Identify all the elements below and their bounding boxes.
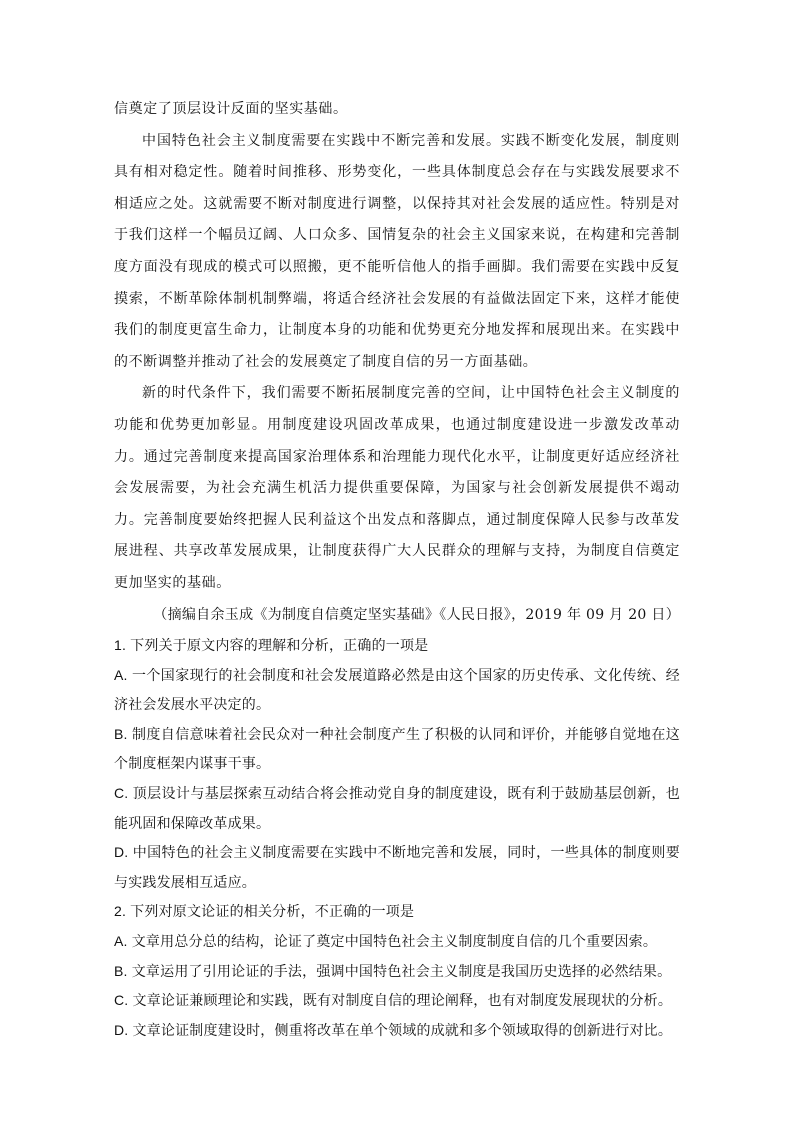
option-d: D. 中国特色的社会主义制度需要在实践中不断地完善和发展，同时，一些具体的制度则要与实践发展相互适应。: [114, 844, 680, 890]
passage-paragraph-0: 信奠定了顶层设计反面的坚实基础。: [114, 101, 348, 117]
option-d: D. 文章论证制度建设时，侧重将改革在单个领域的成就和多个领域取得的创新进行对比。: [114, 1021, 673, 1038]
question-1: [114, 631, 680, 897]
option-b: B. 制度自信意味着社会民众对一种社会制度产生了积极的认同和评价，并能够自觉地在这个制度框架内谋事干事。: [114, 725, 680, 772]
question-stem: 2. 下列对原文论证的相关分析，不正确的一项是: [114, 903, 415, 920]
option-b: B. 文章运用了引用论证的手法，强调中国特色社会主义制度是我国历史选择的必然结果。: [114, 962, 672, 979]
option-c: C. 文章论证兼顾理论和实践，既有对制度自信的理论阐释，也有对制度发展现状的分析。: [114, 992, 673, 1009]
option-c: C. 顶层设计与基层探索互动结合将会推动党自身的制度建设，既有利于鼓励基层创新，也能巩固和保障改革成果。: [114, 785, 680, 831]
option-a: A. 一个国家现行的社会制度和社会发展道路必然是由这个国家的历史传承、文化传统、经济社会发展水平决定的。: [114, 666, 680, 713]
option-a: A. 文章用总分总的结构，论证了奠定中国特色社会主义制度制度自信的几个重要因索。: [114, 933, 658, 950]
question-stem: 1. 下列关于原文内容的理解和分析，正确的一项是: [114, 637, 429, 654]
passage-paragraph-1: 中国特色社会主义制度需要在实践中不断完善和发展。实践不断变化发展，制度则具有相对稳定性。随着时间推移、形势变化，一些具体制度总会存在与实践发展要求不相适应之处。这就需要不断对制度进行调整，以保持其对社会发展的适应性。特别是对于我们这样一个幅员辽阔、人口众多、国情复杂的社会主义国家来说，在构建和完善制度方面没有现成的模式可以照搬，更不能听信他人的指手画脚。我们需要在实践中反复摸索，不断革除体制机制弊端，将适合经济社会发展的有益做法固定下来，这样才能使我们的制度更富生命力，让制度本身的功能和优势更充分地发挥和展现出来。在实践中的不断调整并推动了社会的发展奠定了制度自信的另一方面基础。: [114, 132, 680, 370]
passage-paragraph-2: 新的时代条件下，我们需要不断拓展制度完善的空间，让中国特色社会主义制度的功能和优势更加彰显。用制度建设巩固改革成果，也通过制度建设进一步激发改革动力。通过完善制度来提高国家治理体系和治理能力现代化水平，让制度更好适应经济社会发展需要，为社会充满生机活力提供重要保障，为国家与社会创新发展提供不竭动力。完善制度要始终把握人民利益这个出发点和落脚点，通过制度保障人民参与改革发展进程、共享改革发展成果，让制度获得广大人民群众的理解与支持，为制度自信奠定更加坚实的基础。: [114, 385, 680, 591]
document-page: [114, 94, 680, 1045]
passage-source: （摘编自余玉成《为制度自信奠定坚实基础》《人民日报》，2019 年 09 月 20 日）: [153, 606, 680, 623]
question-2: [114, 897, 680, 1045]
